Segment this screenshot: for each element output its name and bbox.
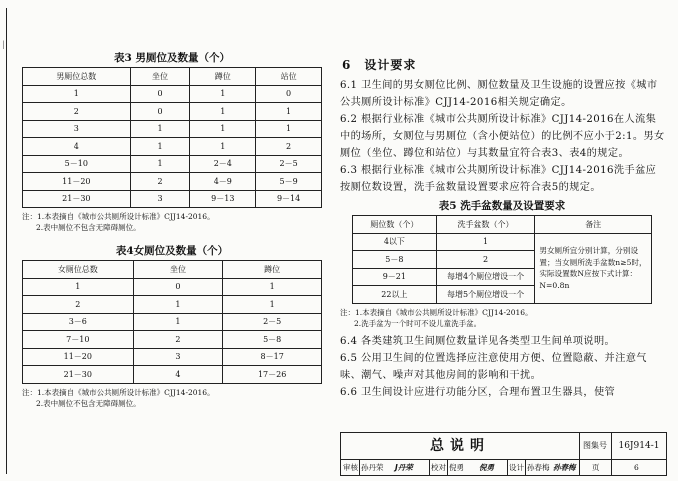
note-line: 2.洗手盆为一个时可不设儿童洗手盆。	[354, 318, 482, 328]
table3-header-cell: 站位	[256, 68, 322, 86]
table-row	[23, 296, 322, 314]
reviewer-signature: J丹荣	[395, 463, 413, 472]
table5-header-cell: 备注	[535, 216, 652, 234]
table4-cell: 7－10	[23, 331, 134, 349]
table3-header-cell: 坐位	[130, 68, 190, 86]
table4-cell: 11－20	[23, 348, 134, 366]
table3-cell: 9－14	[256, 190, 322, 208]
left-column	[22, 50, 322, 409]
divider	[429, 460, 430, 475]
table5-cell: 每增5个厕位增设一个	[436, 286, 535, 304]
binding-mark: |	[2, 40, 5, 49]
table4-cell: 1	[23, 278, 134, 296]
table4-cell: 5－8	[223, 331, 322, 349]
table3-cell: 4	[23, 138, 131, 156]
note-line: 注：1.本表摘自《城市公共厕所设计标准》CJJ14-2016。	[340, 307, 533, 317]
divider	[359, 460, 360, 475]
table3-header	[23, 68, 322, 86]
table4	[22, 260, 322, 384]
table4-cell: 0	[133, 278, 223, 296]
table3-cell: 1	[190, 85, 256, 103]
table-row	[23, 313, 322, 331]
table-row	[23, 85, 322, 103]
table3-cell: 1	[130, 155, 190, 173]
paragraph-6-2: 6.2 根据行业标准《城市公共厕所设计标准》CJJ14-2016在人流集中的场所，女厕位与男厕位（含小便站位）的比例不应小于2:1。男女厕位（坐位、蹲位和站位）与其数量宜符合表3、表4的规定。	[340, 114, 665, 159]
table5-cell: 22以上	[353, 286, 437, 304]
review-label: 审核	[343, 463, 358, 472]
table4-cell: 21－30	[23, 366, 134, 384]
table-row	[23, 331, 322, 349]
table3-cell: 2	[130, 173, 190, 191]
table5-cell: 1	[436, 233, 535, 251]
divider	[611, 460, 612, 475]
section-title: 6 设计要求	[342, 58, 417, 72]
table3-cell: 4－9	[190, 173, 256, 191]
table4-header	[23, 261, 322, 279]
table4-header-cell: 女厕位总数	[23, 261, 134, 279]
table4-cell: 1	[223, 278, 322, 296]
table-row	[23, 155, 322, 173]
table3-header-cell: 男厕位总数	[23, 68, 131, 86]
table3-cell: 2	[256, 138, 322, 156]
atlas-label: 图集号	[579, 433, 612, 459]
table3-cell: 1	[190, 138, 256, 156]
table4-notes	[22, 387, 322, 409]
table5-remark: 男女厕所宜分别计算，分别设置；当女厕所洗手盆数n≥5时，实际设置数N应按下式计算：N=0.8n	[535, 233, 652, 303]
title-block-signature-row	[341, 460, 666, 475]
table3-cell: 3	[130, 190, 190, 208]
right-column	[340, 56, 665, 401]
table5-notes	[340, 307, 665, 329]
divider	[579, 460, 580, 475]
paragraph-6-1: 6.1 卫生间的男女厕位比例、厕位数量及卫生设施的设置应按《城市公共厕所设计标准》CJJ14-2016相关规定确定。	[340, 80, 658, 108]
table-row	[23, 366, 322, 384]
checker-name: 倪勇	[449, 463, 464, 472]
table-row	[353, 233, 652, 251]
table3-cell: 1	[190, 103, 256, 121]
table5-cell: 每增4个厕位增设一个	[436, 268, 535, 286]
table5-header-cell: 洗手盆数（个）	[436, 216, 535, 234]
table4-header-cell: 坐位	[133, 261, 223, 279]
page-label: 页	[592, 463, 600, 472]
note-line: 2.表中厕位不包含无障碍厕位。	[36, 398, 141, 408]
table3-caption: 表3 男厕位及数量（个）	[114, 52, 230, 64]
table3-cell: 2－4	[190, 155, 256, 173]
table4-cell: 2	[133, 331, 223, 349]
title-block-top-row	[341, 433, 666, 460]
table3-cell: 11－20	[23, 173, 131, 191]
table4-cell: 2－5	[223, 313, 322, 331]
atlas-number: 16J914-1	[618, 441, 660, 451]
paragraph-6-6: 6.6 卫生间设计应进行功能分区，合理布置卫生器具，使管	[340, 386, 616, 398]
table5-caption: 表5 洗手盆数量及设置要求	[438, 200, 566, 212]
checker-signature: 倪勇	[479, 463, 494, 472]
paragraph-6-4: 6.4 各类建筑卫生间厕位数量详见各类型卫生间单项说明。	[340, 335, 616, 347]
table-row	[23, 120, 322, 138]
table4-cell: 1	[223, 296, 322, 314]
table3-cell: 5－10	[23, 155, 131, 173]
table5-cell: 5－8	[353, 251, 437, 269]
table3-cell: 0	[130, 85, 190, 103]
table3-notes	[22, 211, 322, 233]
table-row	[23, 138, 322, 156]
reviewer-name: 孙丹荣	[361, 463, 384, 472]
table5-header	[353, 216, 652, 234]
table5-cell: 4以下	[353, 233, 437, 251]
table3-cell: 21－30	[23, 190, 131, 208]
table5-cell: 9－21	[353, 268, 437, 286]
designer-signature: 孙春梅	[553, 463, 576, 472]
table3-cell: 1	[256, 120, 322, 138]
page-number: 6	[634, 463, 639, 472]
table5-cell: 2	[436, 251, 535, 269]
table-row	[23, 190, 322, 208]
table-row	[23, 278, 322, 296]
table3	[22, 67, 322, 208]
table3-cell: 3	[23, 120, 131, 138]
table4-cell: 3－6	[23, 313, 134, 331]
table3-cell: 2－5	[256, 155, 322, 173]
table5	[352, 215, 652, 304]
table3-cell: 0	[130, 103, 190, 121]
title-block	[340, 432, 667, 476]
table3-cell: 5－9	[256, 173, 322, 191]
note-line: 注：1.本表摘自《城市公共厕所设计标准》CJJ14-2016。	[22, 387, 215, 397]
divider	[507, 460, 508, 475]
table3-cell: 0	[256, 85, 322, 103]
table3-cell: 2	[23, 103, 131, 121]
table-row	[23, 348, 322, 366]
table4-header-cell: 蹲位	[223, 261, 322, 279]
table-row	[23, 173, 322, 191]
paragraph-6-3: 6.3 根据行业标准《城市公共厕所设计标准》CJJ14-2016洗手盆应按厕位数设置，洗手盆数量设置要求应符合表5的规定。	[340, 165, 657, 193]
check-label: 校对	[431, 463, 446, 472]
table-row	[23, 103, 322, 121]
table4-caption: 表4女厕位及数量（个）	[115, 245, 229, 257]
table3-cell: 1	[130, 120, 190, 138]
table5-wrapper	[352, 198, 652, 304]
table3-header-cell: 蹲位	[190, 68, 256, 86]
table4-cell: 1	[133, 296, 223, 314]
divider	[525, 460, 526, 475]
paragraph-6-5: 6.5 公用卫生间的位置选择应注意使用方便、位置隐蔽、并注意气味、潮气、噪声对其他房间的影响和干扰。	[340, 352, 647, 381]
table3-cell: 1	[130, 138, 190, 156]
table3-cell: 9－13	[190, 190, 256, 208]
table4-cell: 17－26	[223, 366, 322, 384]
divider	[447, 460, 448, 475]
table5-header-cell: 厕位数（个）	[353, 216, 437, 234]
table4-cell: 3	[133, 348, 223, 366]
table3-cell: 1	[256, 103, 322, 121]
table4-cell: 4	[133, 366, 223, 384]
note-line: 注：1.本表摘自《城市公共厕所设计标准》CJJ14-2016。	[22, 212, 215, 221]
table3-cell: 1	[190, 120, 256, 138]
table4-cell: 8－17	[223, 348, 322, 366]
note-line: 2.表中厕位不包含无障碍厕位。	[36, 223, 141, 232]
drawing-title: 总说明	[341, 433, 580, 459]
table4-cell: 2	[23, 296, 134, 314]
design-label: 设计	[509, 463, 524, 472]
table4-cell: 1	[133, 313, 223, 331]
table3-cell: 1	[23, 85, 131, 103]
designer-name: 孙春梅	[527, 463, 550, 472]
